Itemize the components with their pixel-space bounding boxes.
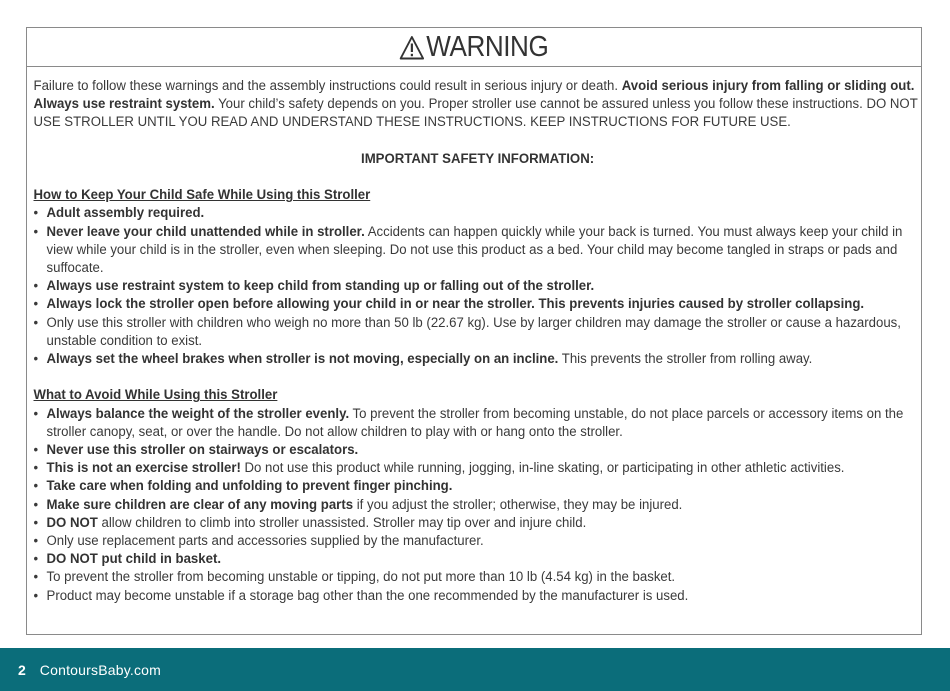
page-number: 2 — [18, 661, 26, 678]
list-item-text: Product may become unstable if a storage bag other than the one recommended by the manufacturer is used. — [46, 587, 689, 604]
list-item-text: To prevent the stroller from becoming unstable or tipping, do not put more than 10 lb (4.54 kg) in the basket. — [46, 569, 676, 586]
safety-list — [34, 204, 922, 368]
list-item — [34, 550, 922, 568]
warning-header — [27, 28, 921, 67]
intro-text-2: Your child’s safety depends on you. Proper stroller use cannot be assured unless you follow these instructions. DO NOT USE STROLLER UNTIL YOU READ AND UNDERSTAND THESE INSTRUCTIONS. KEEP INSTRUCTIONS FOR FUTURE USE. — [33, 96, 918, 131]
list-item-text: Do not use this product while running, jogging, in-line skating, or participating in other athletic activities. — [240, 460, 845, 477]
intro-bold: Avoid serious injury from falling or sliding out. Always use restraint system. — [33, 78, 915, 113]
warning-title-text: WARNING — [426, 30, 549, 63]
list-item-bold: Make sure children are clear of any moving parts — [46, 496, 354, 513]
list-item — [34, 477, 922, 495]
warning-content — [27, 67, 929, 605]
list-item — [34, 532, 922, 550]
avoid-list — [34, 405, 922, 605]
warning-triangle-icon — [399, 35, 424, 60]
list-item — [34, 459, 922, 477]
list-item-bold: This is not an exercise stroller! — [46, 460, 241, 477]
intro-text-1: Failure to follow these warnings and the assembly instructions could result in serious injury or death. — [33, 78, 622, 94]
section-title-avoid: What to Avoid While Using this Stroller — [33, 387, 278, 404]
section-title-safe: How to Keep Your Child Safe While Using this Stroller — [33, 187, 371, 204]
list-item-bold: Never leave your child unattended while in stroller. — [46, 223, 365, 240]
intro-paragraph — [34, 77, 922, 132]
list-item-text: Accidents can happen quickly while your back is turned. You must always keep your child in view while your child is in the stroller, even when sleeping. Do not use this product as a bed. Your child may become tangled in straps or pads and suffocate. — [46, 223, 903, 276]
list-item — [34, 204, 922, 222]
page-footer — [0, 648, 950, 691]
list-item — [34, 223, 922, 278]
list-item-text: if you adjust the stroller; otherwise, they may be injured. — [353, 496, 683, 513]
list-item-bold: DO NOT put child in basket. — [46, 551, 222, 568]
list-item-bold: DO NOT — [46, 514, 98, 531]
list-item-text: To prevent the stroller from becoming unstable, do not place parcels or accessory items on the stroller canopy, seat, or over the handle. Do not allow children to play with or hang onto the stroller. — [46, 405, 904, 440]
list-item-text: Only use this stroller with children who weigh no more than 50 lb (22.67 kg). Use by larger children may damage the stroller or cause a hazardous, unstable condition to exist. — [46, 314, 901, 349]
list-item-bold: Always balance the weight of the stroller evenly. — [46, 405, 350, 422]
warning-title — [399, 31, 548, 64]
list-item — [34, 568, 922, 586]
website-link[interactable]: ContoursBaby.com — [39, 661, 162, 678]
list-item — [34, 405, 922, 441]
list-item-text: This prevents the stroller from rolling away. — [558, 351, 813, 368]
list-item-bold: Adult assembly required. — [46, 205, 205, 222]
list-item — [34, 314, 922, 350]
list-item-bold: Always set the wheel brakes when stroller is not moving, especially on an incline. — [46, 351, 559, 368]
list-item — [34, 514, 922, 532]
important-heading: IMPORTANT SAFETY INFORMATION: — [361, 150, 595, 167]
warning-box — [26, 27, 922, 635]
list-item — [34, 295, 922, 313]
list-item-bold: Always lock the stroller open before allowing your child in or near the stroller. This prevents injuries caused by stroller collapsing. — [46, 296, 865, 313]
list-item-text: Only use replacement parts and accessories supplied by the manufacturer. — [46, 533, 484, 550]
list-item-text: allow children to climb into stroller unassisted. Stroller may tip over and injure child. — [97, 514, 587, 531]
list-item-bold: Take care when folding and unfolding to prevent finger pinching. — [46, 478, 453, 495]
list-item — [34, 277, 922, 295]
list-item — [34, 496, 922, 514]
list-item — [34, 350, 922, 368]
list-item-bold: Always use restraint system to keep child from standing up or falling out of the stroller. — [46, 278, 595, 295]
list-item-bold: Never use this stroller on stairways or escalators. — [46, 442, 359, 459]
list-item — [34, 441, 922, 459]
list-item — [34, 587, 922, 605]
